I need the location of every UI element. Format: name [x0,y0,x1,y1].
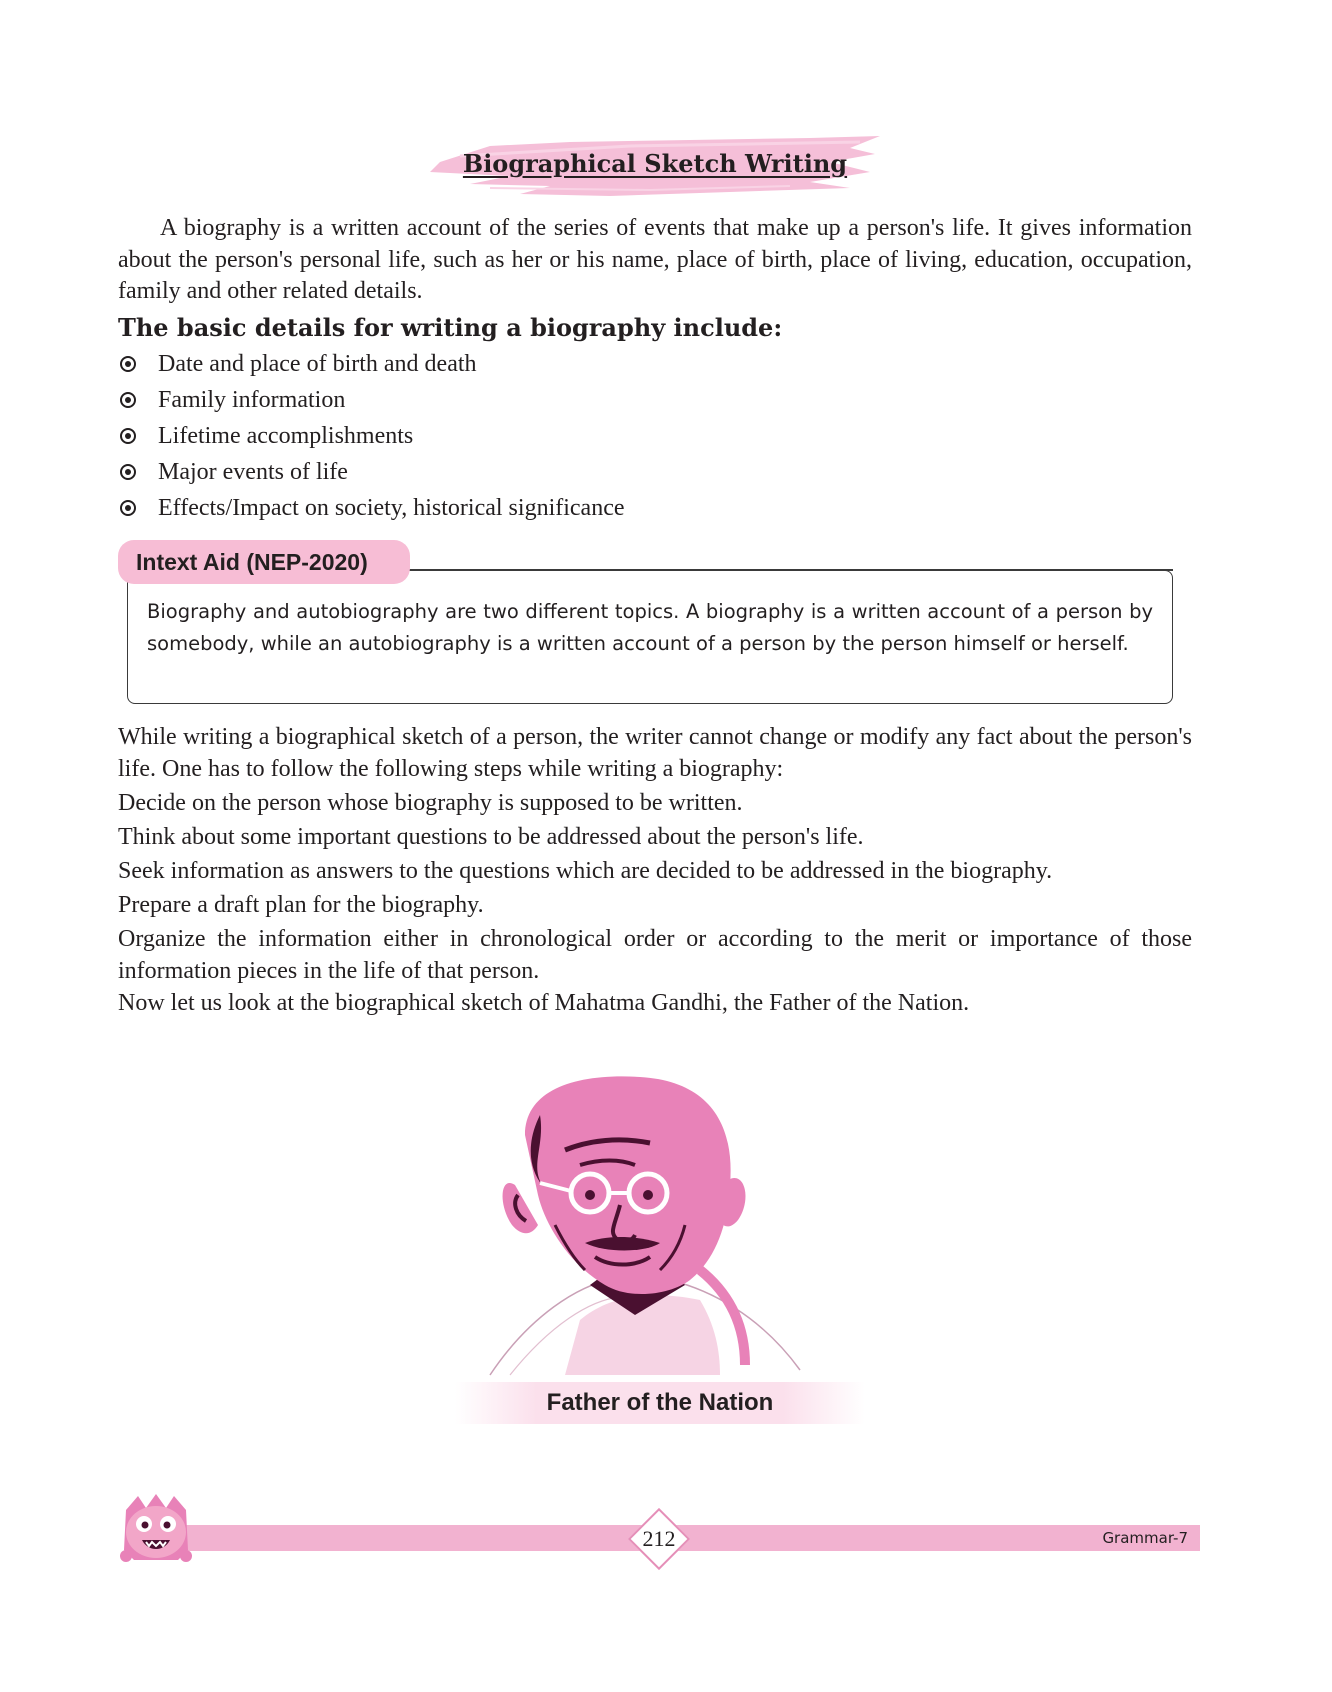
intext-aid-label: Intext Aid (NEP-2020) [118,540,410,584]
step-item: Organize the information either in chronological order or according to the merit or importance of those information pieces in the life of that person. [118,926,1192,984]
step-item: Seek information as answers to the questions which are decided to be addressed in the biography. [118,858,1053,884]
circle-bullet-icon [120,428,136,444]
steps-intro-paragraph: While writing a biographical sketch of a person, the writer cannot change or modify any fact about the person's life. One has to follow the following steps while writing a biography: [118,724,1192,782]
title-banner [430,132,880,202]
circle-bullet-icon [120,500,136,516]
list-item: Family information [118,382,625,418]
intro-paragraph: A biography is a written account of the series of events that make up a person's life. It gives information about the person's personal life, such as her or his name, place of birth, place of living, education, occupation, family and other related details. [118,215,1192,304]
step-item: Decide on the person whose biography is supposed to be written. [118,790,743,816]
details-heading: The basic details for writing a biography include: [118,313,783,342]
gandhi-portrait-illustration [470,1075,810,1385]
divider [400,569,1173,571]
list-item: Major events of life [118,454,625,490]
book-title: Grammar-7 [1102,1529,1188,1547]
list-item: Effects/Impact on society, historical significance [118,490,625,526]
list-item: Date and place of birth and death [118,346,625,382]
circle-bullet-icon [120,356,136,372]
step-item: Prepare a draft plan for the biography. [118,892,484,918]
intext-aid-text: Biography and autobiography are two different topics. A biography is a written account of a person by somebody, while an autobiography is a written account of a person by the person himself or herself. [147,600,1153,655]
closing-paragraph: Now let us look at the biographical sketch of Mahatma Gandhi, the Father of the Nation. [118,990,970,1016]
details-list [118,346,625,526]
list-item: Lifetime accomplishments [118,418,625,454]
image-caption: Father of the Nation [455,1382,865,1424]
page-number: 212 [642,1526,676,1551]
circle-bullet-icon [120,464,136,480]
page-title: Biographical Sketch Writing [462,149,848,178]
monster-mascot-icon [116,1490,196,1564]
step-item: Think about some important questions to be addressed about the person's life. [118,824,864,850]
circle-bullet-icon [120,392,136,408]
